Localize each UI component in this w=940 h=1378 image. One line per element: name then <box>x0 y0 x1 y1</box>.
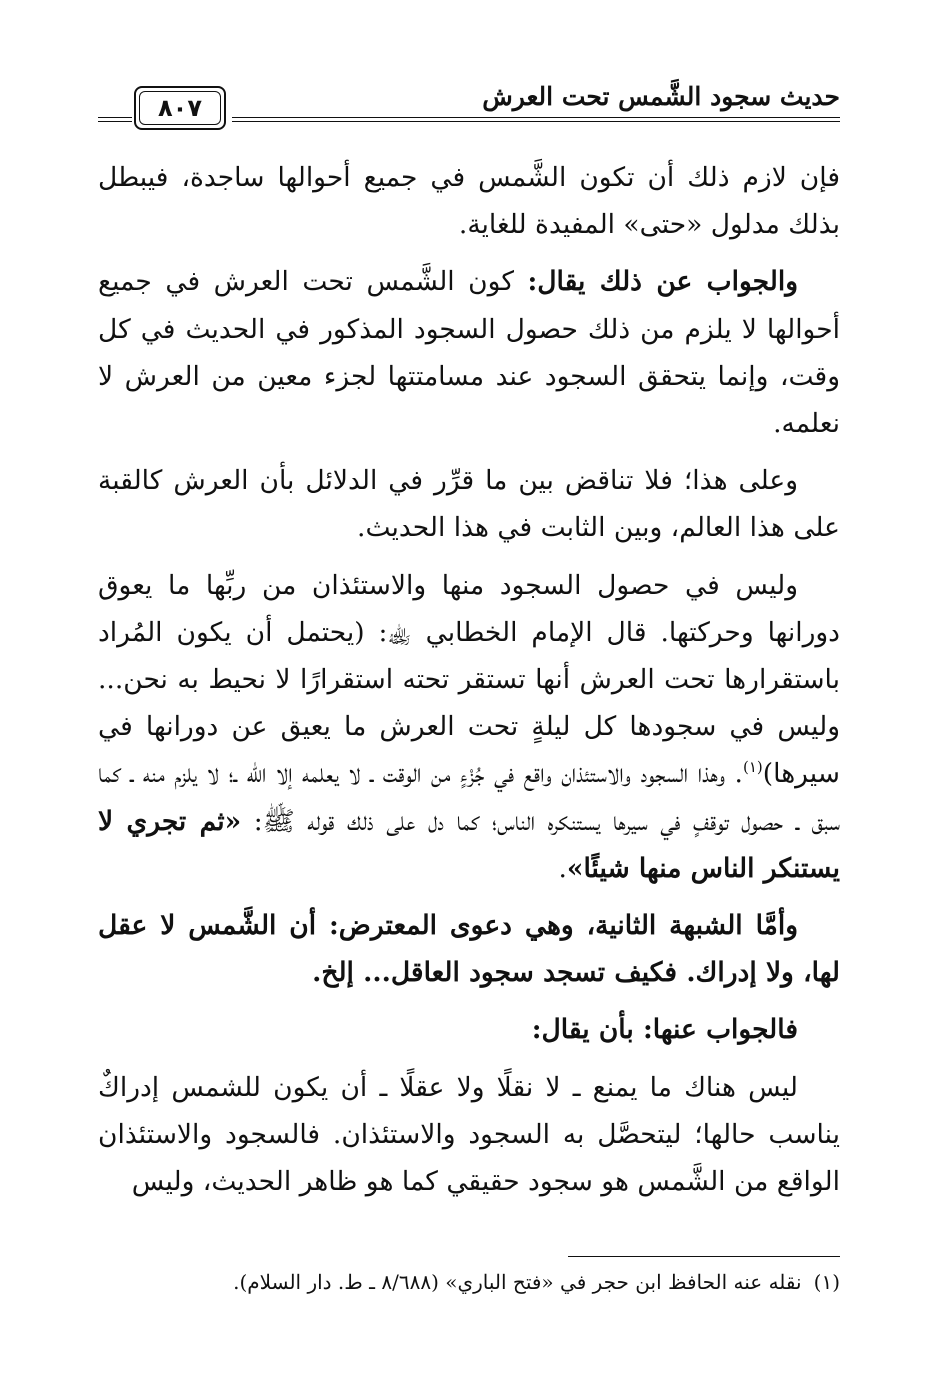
paragraph-4 <box>98 562 840 892</box>
header-rule-left <box>98 117 132 122</box>
paragraph-5: وأمَّا الشبهة الثانية، وهي دعوى المعترض: أن الشَّمس لا عقل لها، ولا إدراك. فكيف تسجد سجود العاقل... إلخ. <box>98 910 840 989</box>
paragraph-6: فالجواب عنها: بأن يقال: <box>531 1014 798 1046</box>
header-rule <box>232 117 840 122</box>
paragraph-3: وعلى هذا؛ فلا تناقض بين ما قرِّر في الدلائل بأن العرش كالقبة على هذا العالم، وبين الثابت في هذا الحديث. <box>98 465 840 544</box>
body-text <box>98 154 840 1215</box>
footnote-separator <box>568 1256 840 1257</box>
footnote-text: نقله عنه الحافظ ابن حجر في «فتح الباري» (٨/٦٨٨ ـ ط. دار السلام). <box>233 1270 802 1294</box>
paragraph-2-text: كون الشَّمس تحت العرش في جميع أحوالها لا يلزم من ذلك حصول السجود المذكور في الحديث في كل وقت، وإنما يتحقق السجود عند مسامتتها لجزء معين من العرش لا نعلمه. <box>98 266 840 440</box>
paragraph-4-text-b: . وهذا السجود والاستئذان واقع في جُزْءٍ من الوقت ـ لا يعلمه إلا الله ـ؛ لا يلزم منه ـ كما سبق ـ حصول توقفٍ في سيرها يستنكره الناس؛ كما دل على ذلك قوله ﷺ: <box>98 758 840 837</box>
hadith-quote: «ثم تجري لا يستنكر الناس منها شيئًا» <box>98 805 840 884</box>
running-title: حديث سجود الشَّمس تحت العرش <box>482 82 840 111</box>
paragraph-2 <box>98 258 840 447</box>
footnote-number: (١) <box>813 1270 840 1294</box>
paragraph-1: فإن لازم ذلك أن تكون الشَّمس في جميع أحوالها ساجدة، فيبطل بذلك مدلول «حتى» المفيدة للغاية. <box>98 162 840 241</box>
paragraph-4-text-a: وليس في حصول السجود منها والاستئذان من ربِّها ما يعوق دورانها وحركتها. قال الإمام الخطابي ﵀: (يحتمل أن يكون المُراد باستقرارها تحت العرش أنها تستقر تحته استقرارًا لا نحيط به نحن... وليس في سجودها كل ليلةٍ تحت العرش ما يعيق عن دورانها في سيرها) <box>98 569 840 790</box>
paragraph-7: ليس هناك ما يمنع ـ لا نقلًا ولا عقلًا ـ أن يكون للشمس إدراكٌ يناسب حالها؛ ليتحصَّل به السجود والاستئذان. فالسجود والاستئذان الواقع من الشَّمس هو سجود حقيقي كما هو ظاهر الحديث، وليس <box>98 1071 840 1198</box>
answer-lead: والجواب عن ذلك يقال: <box>527 266 798 298</box>
footnote <box>98 1265 840 1299</box>
page-number-frame <box>134 86 226 130</box>
footnote-reference[interactable]: (١) <box>743 758 763 777</box>
page-number: ٨٠٧ <box>139 91 221 125</box>
paragraph-4-text-c: . <box>558 852 567 884</box>
